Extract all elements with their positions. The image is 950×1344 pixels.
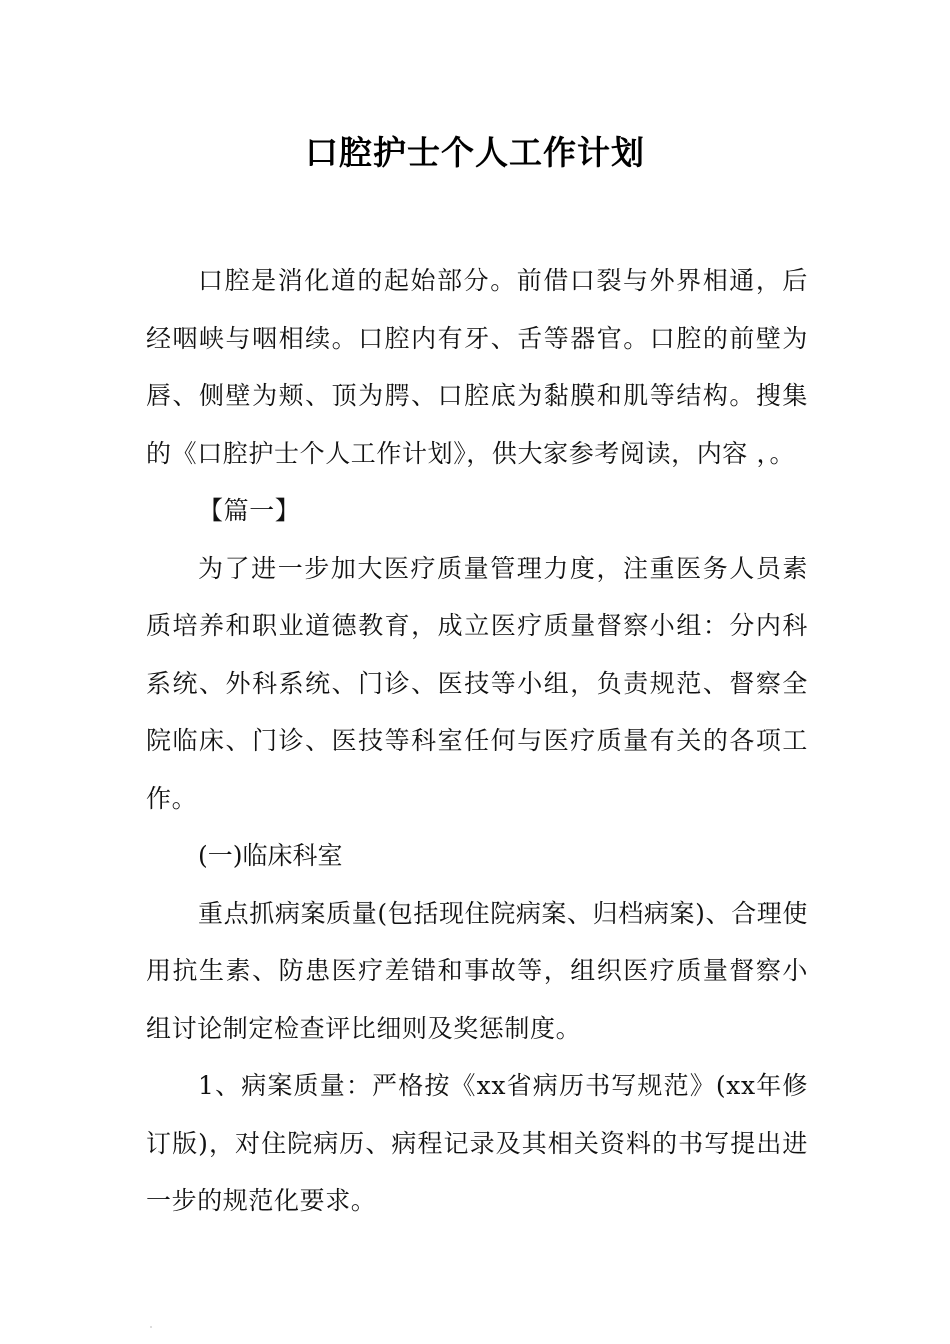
intro-paragraph: 口腔是消化道的起始部分。前借口裂与外界相通，后经咽峡与咽相续。口腔内有牙、舌等器官。口腔的前壁为唇、侧壁为颊、顶为腭、口腔底为黏膜和肌等结构。搜集的《口腔护士个人工作计划》，供大家参考阅读，内容 ，。 bbox=[146, 266, 808, 468]
subsection-heading-clinical: (一)临床科室 bbox=[198, 841, 343, 870]
document-title: 口腔护士个人工作计划 bbox=[305, 133, 645, 172]
page-speck bbox=[150, 1326, 152, 1328]
document-body bbox=[146, 252, 808, 1230]
clinical-focus-paragraph: 重点抓病案质量(包括现住院病案、归档病案)、合理使用抗生素、防患医疗差错和事故等，组织医疗质量督察小组讨论制定检查评比细则及奖惩制度。 bbox=[146, 898, 808, 1043]
medical-record-quality-paragraph: 1、病案质量：严格按《xx省病历书写规范》(xx年修订版)，对住院病历、病程记录及其相关资料的书写提出进一步的规范化要求。 bbox=[146, 1071, 808, 1215]
quality-supervision-paragraph: 为了进一步加大医疗质量管理力度，注重医务人员素质培养和职业道德教育，成立医疗质量督察小组：分内科系统、外科系统、门诊、医技等小组，负责规范、督察全院临床、门诊、医技等科室任何与医疗质量有关的各项工作。 bbox=[146, 553, 808, 813]
section-heading-part-one: 【篇一】 bbox=[198, 496, 301, 525]
